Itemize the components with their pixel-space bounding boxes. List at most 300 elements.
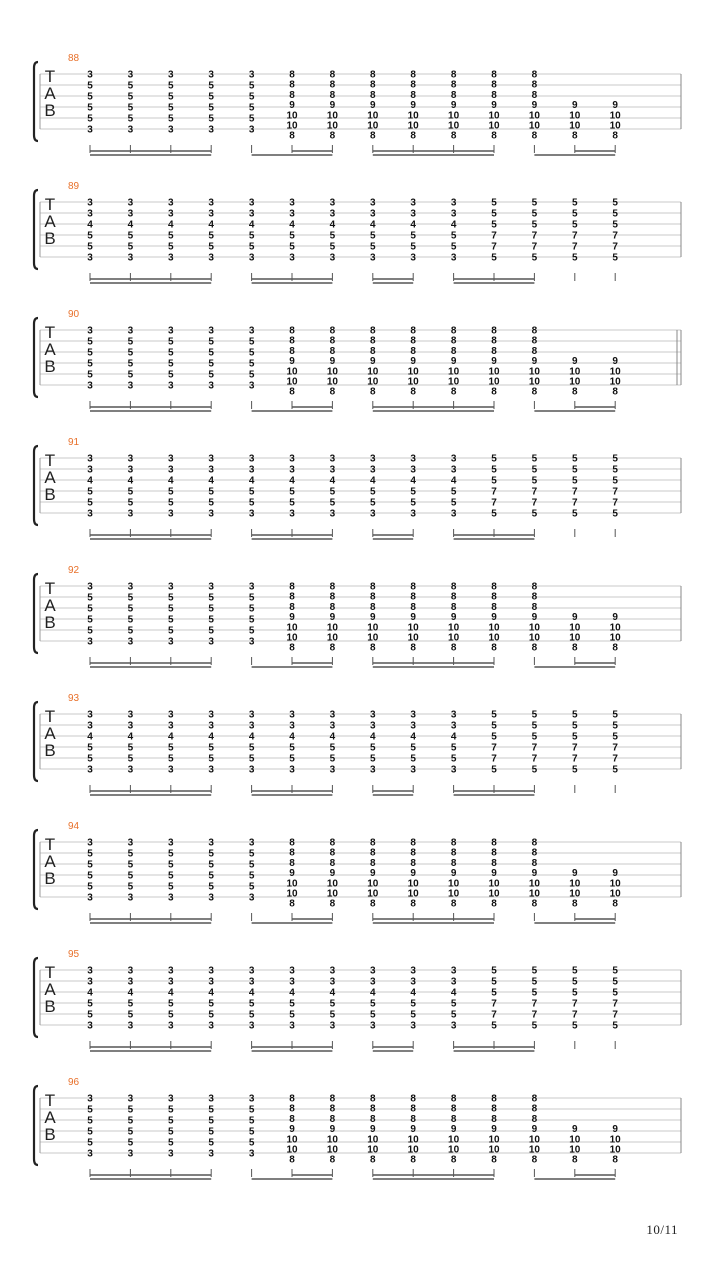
- fret-number: 8: [491, 898, 497, 910]
- fret-number: 8: [329, 642, 336, 654]
- fret-number: 5: [289, 241, 295, 253]
- fret-number: 7: [531, 742, 538, 754]
- fret-number: 5: [168, 614, 174, 626]
- fret-number: 8: [289, 898, 295, 910]
- fret-number: 5: [127, 753, 134, 765]
- fret-number: 5: [208, 1126, 214, 1138]
- fret-number: 3: [168, 709, 174, 721]
- fret-number: 5: [127, 80, 134, 92]
- fret-number: 5: [410, 497, 416, 509]
- fret-number: 8: [370, 837, 376, 849]
- fret-number: 7: [572, 241, 578, 253]
- fret-number: 5: [491, 720, 497, 732]
- fret-number: 3: [370, 1020, 376, 1032]
- fret-number: 3: [87, 1020, 93, 1032]
- fret-number: 4: [410, 219, 416, 231]
- tab-clef-letter: T: [44, 963, 56, 982]
- fret-number: 8: [370, 898, 376, 910]
- fret-number: 3: [248, 976, 255, 988]
- fret-number: 5: [491, 965, 497, 977]
- measure-number: 91: [68, 437, 80, 448]
- fret-number: 8: [572, 1154, 578, 1166]
- fret-number: 8: [450, 1154, 457, 1166]
- fret-number: 10: [367, 120, 379, 132]
- fret-number: 8: [289, 642, 295, 654]
- fret-number: 5: [248, 753, 255, 765]
- fret-number: 8: [491, 130, 497, 142]
- fret-number: 10: [609, 376, 621, 388]
- fret-number: 8: [289, 69, 295, 81]
- fret-number: 5: [87, 881, 93, 893]
- fret-number: 5: [208, 881, 214, 893]
- fret-number: 3: [289, 464, 295, 476]
- fret-number: 3: [370, 208, 376, 220]
- fret-number: 3: [168, 508, 174, 520]
- fret-number: 5: [491, 252, 497, 264]
- fret-number: 5: [127, 742, 134, 754]
- fret-number: 5: [572, 508, 578, 520]
- fret-number: 5: [491, 1020, 497, 1032]
- fret-number: 10: [407, 622, 419, 634]
- fret-number: 3: [289, 1020, 295, 1032]
- fret-number: 5: [531, 208, 538, 220]
- fret-number: 8: [450, 898, 457, 910]
- fret-number: 8: [329, 345, 336, 357]
- fret-number: 5: [531, 764, 538, 776]
- fret-number: 10: [448, 1134, 460, 1146]
- fret-number: 8: [531, 1154, 538, 1166]
- fret-number: 5: [168, 91, 174, 103]
- fret-number: 5: [87, 1104, 93, 1116]
- fret-number: 9: [572, 100, 578, 112]
- fret-number: 3: [87, 208, 93, 220]
- fret-number: 7: [531, 753, 538, 765]
- fret-number: 5: [531, 464, 538, 476]
- fret-number: 5: [289, 998, 295, 1010]
- fret-number: 3: [370, 464, 376, 476]
- fret-number: 7: [491, 230, 497, 242]
- fret-number: 10: [367, 376, 379, 388]
- fret-number: 4: [127, 475, 134, 487]
- fret-number: 3: [208, 764, 214, 776]
- fret-number: 8: [289, 1113, 295, 1125]
- fret-number: 4: [127, 731, 134, 743]
- fret-number: 8: [491, 837, 497, 849]
- fret-number: 10: [488, 878, 500, 890]
- fret-number: 5: [127, 1009, 134, 1021]
- fret-number: 5: [208, 1137, 214, 1149]
- fret-number: 7: [572, 998, 578, 1010]
- fret-number: 8: [491, 1154, 497, 1166]
- fret-number: 9: [370, 356, 376, 368]
- fret-number: 5: [168, 859, 174, 871]
- fret-number: 8: [450, 130, 457, 142]
- fret-number: 4: [168, 731, 174, 743]
- fret-number: 5: [450, 998, 457, 1010]
- fret-number: 7: [612, 753, 618, 765]
- fret-number: 5: [168, 625, 174, 637]
- fret-number: 8: [410, 601, 416, 613]
- fret-number: 3: [208, 976, 214, 988]
- fret-number: 5: [87, 230, 93, 242]
- fret-number: 8: [289, 837, 295, 849]
- fret-number: 8: [370, 69, 376, 81]
- fret-number: 5: [168, 486, 174, 498]
- tab-clef-letter: T: [44, 579, 56, 598]
- fret-number: 5: [208, 102, 214, 114]
- fret-number: 9: [410, 868, 416, 880]
- fret-number: 8: [329, 837, 336, 849]
- fret-number: 8: [531, 386, 538, 398]
- fret-number: 5: [208, 742, 214, 754]
- fret-number: 9: [370, 612, 376, 624]
- fret-number: 10: [286, 376, 298, 388]
- fret-number: 10: [326, 110, 338, 122]
- tab-clef-letter: T: [44, 1091, 56, 1110]
- fret-number: 3: [450, 453, 457, 465]
- fret-number: 4: [410, 731, 416, 743]
- fret-number: 5: [168, 497, 174, 509]
- fret-number: 4: [410, 475, 416, 487]
- fret-number: 4: [168, 475, 174, 487]
- fret-number: 8: [329, 591, 336, 603]
- fret-number: 5: [168, 592, 174, 604]
- fret-number: 5: [329, 241, 336, 253]
- tab-clef-letter: B: [44, 1125, 56, 1144]
- fret-number: 5: [248, 336, 255, 348]
- fret-number: 7: [531, 241, 538, 253]
- fret-number: 3: [248, 508, 255, 520]
- system-bracket: [34, 702, 38, 781]
- fret-number: 8: [531, 591, 538, 603]
- fret-number: 3: [289, 508, 295, 520]
- fret-number: 9: [329, 868, 336, 880]
- fret-number: 5: [572, 475, 578, 487]
- fret-number: 7: [572, 486, 578, 498]
- fret-number: 9: [612, 100, 618, 112]
- fret-number: 10: [367, 1144, 379, 1156]
- fret-number: 5: [87, 1126, 93, 1138]
- tab-clef-letter: T: [44, 195, 56, 214]
- fret-number: 5: [329, 486, 336, 498]
- fret-number: 3: [168, 1093, 174, 1105]
- fret-number: 3: [208, 197, 214, 209]
- fret-number: 4: [289, 987, 295, 999]
- fret-number: 10: [528, 366, 540, 378]
- fret-number: 8: [491, 857, 497, 869]
- fret-number: 5: [87, 1115, 93, 1127]
- fret-number: 5: [370, 753, 376, 765]
- fret-number: 5: [208, 358, 214, 370]
- fret-number: 5: [370, 241, 376, 253]
- fret-number: 3: [248, 965, 255, 977]
- fret-number: 5: [491, 219, 497, 231]
- system-bracket: [34, 958, 38, 1037]
- fret-number: 5: [127, 614, 134, 626]
- fret-number: 10: [488, 110, 500, 122]
- fret-number: 7: [572, 1009, 578, 1021]
- fret-number: 5: [127, 1115, 134, 1127]
- fret-number: 7: [612, 1009, 618, 1021]
- fret-number: 3: [410, 197, 416, 209]
- fret-number: 3: [248, 1093, 255, 1105]
- fret-number: 5: [289, 742, 295, 754]
- fret-number: 5: [127, 91, 134, 103]
- fret-number: 3: [168, 197, 174, 209]
- fret-number: 5: [168, 102, 174, 114]
- fret-number: 5: [248, 1115, 255, 1127]
- fret-number: 8: [329, 847, 336, 859]
- fret-number: 8: [329, 130, 336, 142]
- fret-number: 8: [370, 386, 376, 398]
- fret-number: 9: [329, 100, 336, 112]
- fret-number: 5: [491, 731, 497, 743]
- fret-number: 10: [609, 632, 621, 644]
- fret-number: 5: [248, 592, 255, 604]
- fret-number: 8: [572, 130, 578, 142]
- measure-number: 90: [68, 309, 80, 320]
- fret-number: 5: [450, 241, 457, 253]
- fret-number: 8: [410, 642, 416, 654]
- fret-number: 3: [127, 124, 134, 136]
- fret-number: 8: [410, 130, 416, 142]
- fret-number: 4: [450, 219, 457, 231]
- fret-number: 3: [248, 720, 255, 732]
- fret-number: 8: [410, 69, 416, 81]
- fret-number: 5: [127, 102, 134, 114]
- fret-number: 5: [168, 369, 174, 381]
- fret-number: 3: [87, 892, 93, 904]
- fret-number: 8: [450, 1113, 457, 1125]
- fret-number: 5: [450, 742, 457, 754]
- fret-number: 5: [410, 998, 416, 1010]
- fret-number: 7: [491, 497, 497, 509]
- fret-number: 3: [450, 1020, 457, 1032]
- fret-number: 8: [370, 325, 376, 337]
- fret-number: 4: [248, 475, 255, 487]
- fret-number: 3: [329, 720, 336, 732]
- fret-number: 3: [450, 976, 457, 988]
- fret-number: 5: [572, 1020, 578, 1032]
- fret-number: 5: [572, 453, 578, 465]
- fret-number: 5: [127, 848, 134, 860]
- fret-number: 5: [127, 369, 134, 381]
- fret-number: 5: [248, 230, 255, 242]
- fret-number: 9: [491, 100, 497, 112]
- fret-number: 10: [569, 622, 581, 634]
- fret-number: 5: [612, 197, 618, 209]
- fret-number: 5: [329, 998, 336, 1010]
- fret-number: 8: [370, 1154, 376, 1166]
- fret-number: 10: [569, 878, 581, 890]
- fret-number: 4: [289, 731, 295, 743]
- fret-number: 5: [208, 113, 214, 125]
- fret-number: 4: [329, 731, 336, 743]
- fret-number: 5: [531, 475, 538, 487]
- fret-number: 9: [491, 868, 497, 880]
- fret-number: 8: [531, 847, 538, 859]
- fret-number: 5: [248, 848, 255, 860]
- fret-number: 3: [87, 1148, 93, 1160]
- fret-number: 3: [450, 709, 457, 721]
- fret-number: 8: [289, 581, 295, 593]
- fret-number: 4: [248, 731, 255, 743]
- fret-number: 8: [531, 325, 538, 337]
- fret-number: 3: [370, 197, 376, 209]
- tab-clef-letter: A: [44, 84, 56, 103]
- fret-number: 8: [410, 1103, 416, 1115]
- fret-number: 5: [127, 870, 134, 882]
- fret-number: 3: [248, 764, 255, 776]
- fret-number: 8: [450, 581, 457, 593]
- fret-number: 3: [370, 252, 376, 264]
- fret-number: 3: [168, 1020, 174, 1032]
- fret-number: 3: [370, 720, 376, 732]
- fret-number: 8: [450, 386, 457, 398]
- fret-number: 8: [370, 89, 376, 101]
- fret-number: 3: [208, 709, 214, 721]
- fret-number: 7: [531, 230, 538, 242]
- fret-number: 3: [410, 208, 416, 220]
- fret-number: 8: [329, 857, 336, 869]
- fret-number: 10: [569, 888, 581, 900]
- fret-number: 5: [168, 241, 174, 253]
- fret-number: 8: [370, 601, 376, 613]
- fret-number: 5: [87, 497, 93, 509]
- fret-number: 3: [289, 709, 295, 721]
- fret-number: 9: [410, 100, 416, 112]
- fret-number: 8: [491, 69, 497, 81]
- fret-number: 5: [329, 1009, 336, 1021]
- fret-number: 8: [491, 642, 497, 654]
- measure-number: 89: [68, 181, 80, 192]
- fret-number: 10: [286, 366, 298, 378]
- tab-clef-letter: T: [44, 323, 56, 342]
- fret-number: 3: [248, 453, 255, 465]
- fret-number: 5: [612, 453, 618, 465]
- fret-number: 3: [410, 965, 416, 977]
- fret-number: 3: [127, 197, 134, 209]
- fret-number: 3: [410, 720, 416, 732]
- fret-number: 10: [569, 120, 581, 132]
- fret-number: 3: [87, 69, 93, 81]
- fret-number: 3: [248, 709, 255, 721]
- fret-number: 10: [367, 888, 379, 900]
- fret-number: 3: [127, 976, 134, 988]
- fret-number: 3: [248, 124, 255, 136]
- fret-number: 5: [208, 369, 214, 381]
- fret-number: 8: [612, 386, 618, 398]
- fret-number: 5: [329, 742, 336, 754]
- fret-number: 5: [531, 252, 538, 264]
- fret-number: 8: [531, 837, 538, 849]
- fret-number: 5: [87, 1137, 93, 1149]
- fret-number: 8: [491, 1093, 497, 1105]
- fret-number: 3: [289, 965, 295, 977]
- fret-number: 10: [528, 888, 540, 900]
- fret-number: 9: [410, 356, 416, 368]
- fret-number: 4: [127, 987, 134, 999]
- fret-number: 8: [289, 857, 295, 869]
- fret-number: 10: [407, 888, 419, 900]
- fret-number: 4: [168, 987, 174, 999]
- tab-clef-letter: B: [44, 997, 56, 1016]
- fret-number: 3: [208, 1148, 214, 1160]
- fret-number: 5: [168, 1104, 174, 1116]
- fret-number: 3: [168, 837, 174, 849]
- fret-number: 10: [407, 120, 419, 132]
- fret-number: 3: [450, 965, 457, 977]
- fret-number: 8: [612, 898, 618, 910]
- fret-number: 5: [248, 1126, 255, 1138]
- fret-number: 9: [531, 1124, 538, 1136]
- fret-number: 5: [168, 80, 174, 92]
- fret-number: 3: [208, 208, 214, 220]
- fret-number: 3: [168, 764, 174, 776]
- fret-number: 3: [289, 720, 295, 732]
- fret-number: 3: [87, 720, 93, 732]
- fret-number: 9: [531, 868, 538, 880]
- fret-number: 4: [208, 475, 214, 487]
- fret-number: 4: [208, 987, 214, 999]
- fret-number: 3: [168, 892, 174, 904]
- fret-number: 5: [87, 859, 93, 871]
- fret-number: 8: [450, 89, 457, 101]
- tab-clef-letter: A: [44, 852, 56, 871]
- fret-number: 5: [208, 336, 214, 348]
- fret-number: 8: [410, 581, 416, 593]
- fret-number: 5: [612, 508, 618, 520]
- fret-number: 3: [87, 837, 93, 849]
- measure-number: 95: [68, 949, 80, 960]
- fret-number: 3: [127, 1020, 134, 1032]
- fret-number: 8: [329, 386, 336, 398]
- fret-number: 5: [208, 347, 214, 359]
- fret-number: 5: [87, 870, 93, 882]
- fret-number: 5: [450, 1009, 457, 1021]
- fret-number: 3: [168, 976, 174, 988]
- fret-number: 10: [367, 1134, 379, 1146]
- fret-number: 4: [289, 475, 295, 487]
- fret-number: 5: [127, 1104, 134, 1116]
- fret-number: 5: [248, 91, 255, 103]
- fret-number: 8: [531, 857, 538, 869]
- fret-number: 5: [87, 358, 93, 370]
- fret-number: 7: [572, 753, 578, 765]
- fret-number: 10: [407, 366, 419, 378]
- fret-number: 3: [289, 252, 295, 264]
- fret-number: 10: [609, 888, 621, 900]
- fret-number: 5: [208, 848, 214, 860]
- fret-number: 8: [410, 847, 416, 859]
- fret-number: 5: [87, 91, 93, 103]
- fret-number: 5: [127, 230, 134, 242]
- fret-number: 8: [531, 601, 538, 613]
- fret-number: 3: [370, 508, 376, 520]
- fret-number: 8: [531, 79, 538, 91]
- fret-number: 8: [450, 601, 457, 613]
- fret-number: 5: [329, 230, 336, 242]
- fret-number: 10: [326, 878, 338, 890]
- fret-number: 10: [367, 632, 379, 644]
- fret-number: 10: [528, 1134, 540, 1146]
- fret-number: 8: [572, 898, 578, 910]
- fret-number: 8: [329, 325, 336, 337]
- fret-number: 5: [410, 742, 416, 754]
- fret-number: 10: [569, 1134, 581, 1146]
- fret-number: 5: [168, 230, 174, 242]
- fret-number: 5: [127, 241, 134, 253]
